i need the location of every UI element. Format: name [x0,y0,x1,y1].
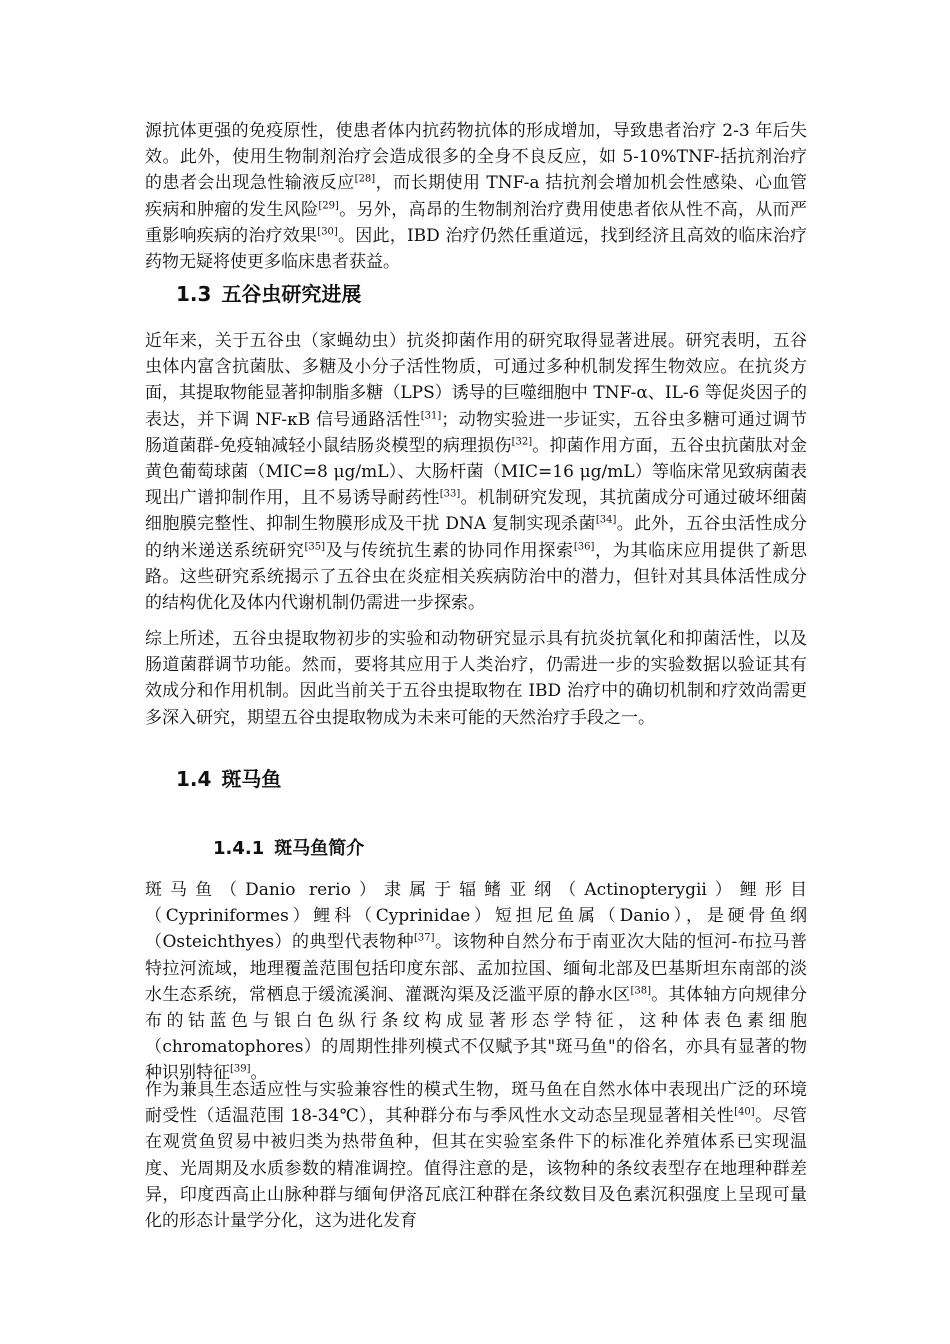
citation: [36] [573,540,595,552]
section-heading-1-4: 1.4 斑马鱼 [176,767,282,791]
citation: [38] [630,985,651,997]
citation: [35] [304,540,326,552]
paragraph-wugu-research: 近年来，关于五谷虫（家蝇幼虫）抗炎抑菌作用的研究取得显著进展。研究表明，五谷虫体内富含抗菌肽、多糖及小分子活性物质，可通过多种机制发挥生物效应。在抗炎方面，其提取物能显著抑制脂多糖（LPS）诱导的巨噬细胞中 TNF-α、IL-6 等促炎因子的表达，并下调 NF-κB 信号通路活性[31]；动物实验进一步证实，五谷虫多糖可通过调节肠道菌群-免疫轴减轻小鼠结肠炎模型的病理损伤[32]。抑菌作用方面，五谷虫抗菌肽对金黄色葡萄球菌（MIC=8 μg/mL）、大肠杆菌（MIC=16 μg/mL）等临床常见致病菌表现出广谱抑制作用，且不易诱导耐药性[33]。机制研究发现，其抗菌成分可通过破坏细菌细胞膜完整性、抑制生物膜形成及干扰 DNA 复制实现杀菌[34]。此外，五谷虫活性成分的纳米递送系统研究[35]及与传统抗生素的协同作用探索[36]，为其临床应用提供了新思路。这些研究系统揭示了五谷虫在炎症相关疾病防治中的潜力，但针对其具体活性成分的结构优化及体内代谢机制仍需进一步探索。 [145,331,808,614]
citation: [31] [420,409,442,421]
citation: [32] [511,436,533,448]
citation: [37] [414,932,435,944]
citation: [40] [734,1106,755,1118]
paragraph-wugu-summary: 综上所述，五谷虫提取物初步的实验和动物研究显示具有抗炎抗氧化和抑菌活性，以及肠道菌群调节功能。然而，要将其应用于人类治疗，仍需进一步的实验数据以验证其有效成分和作用机制。因此当前关于五谷虫提取物在 IBD 治疗中的确切机制和疗效尚需更多深入研究，期望五谷虫提取物成为未来可能的天然治疗手段之一。 [145,629,807,728]
subsection-heading-1-4-1: 1.4.1 斑马鱼简介 [213,838,365,859]
paragraph-zebrafish-intro: 斑马鱼（Danio rerio）隶属于辐鳍亚纲（Actinopterygii）鲤形目 （Cypriniformes）鲤科（Cyprinidae）短担尼鱼属（Danio），是硬骨鱼纲 （Osteichthyes）的典型代表物种[37]。该物种自然分布于南亚次大陆的恒河-布拉马普特拉河流域，地理覆盖范围包括印度东部、孟加拉国、缅甸北部及巴基斯坦东南部的淡水生态系统，常栖息于缓流溪涧、灌溉沟渠及泛滥平原的静水区[38]。其体轴方向规律分布的钴蓝色与银白色纵行条纹构成显著形态学特征，这种体表色素细胞（chromatophores）的周期性排列模式不仅赋予其"斑马鱼"的俗名，亦具有显著的物种识别特征[39]。 [145,880,808,1084]
paragraph-zebrafish-ecology: 作为兼具生态适应性与实验兼容性的模式生物，斑马鱼在自然水体中表现出广泛的环境耐受性（适温范围 18-34℃），其种群分布与季风性水文动态呈现显著相关性[40]。尽管在观赏鱼贸易中被归类为热带鱼种，但其在实验室条件下的标准化养殖体系已实现温度、光周期及水质参数的精准调控。值得注意的是，该物种的条纹表型存在地理种群差异，印度西高止山脉种群与缅甸伊洛瓦底江种群在条纹数目及色素沉积强度上呈现可量化的形态计量学分化，这为进化发育 [145,1080,807,1232]
citation: [39] [230,1063,251,1075]
citation: [33] [439,488,461,500]
citation: [28] [354,173,376,185]
section-heading-1-3: 1.3 五谷虫研究进展 [176,282,362,306]
paragraph-ibd-treatment: 源抗体更强的免疫原性，使患者体内抗药物抗体的形成增加，导致患者治疗 2-3 年后失效。此外，使用生物制剂治疗会造成很多的全身不良反应，如 5-10%TNF-括抗剂治疗的患者会出现急性输液反应[28]，而长期使用 TNF-a 拮抗剂会增加机会性感染、心血管疾病和肿瘤的发生风险[29]。另外，高昂的生物制剂治疗费用使患者依从性不高，从而严重影响疾病的治疗效果[30]。因此，IBD 治疗仍然任重道远，找到经济且高效的临床治疗药物无疑将使更多临床患者获益。 [145,121,808,273]
citation: [29] [318,199,339,211]
citation: [30] [317,226,338,238]
citation: [34] [595,514,617,526]
